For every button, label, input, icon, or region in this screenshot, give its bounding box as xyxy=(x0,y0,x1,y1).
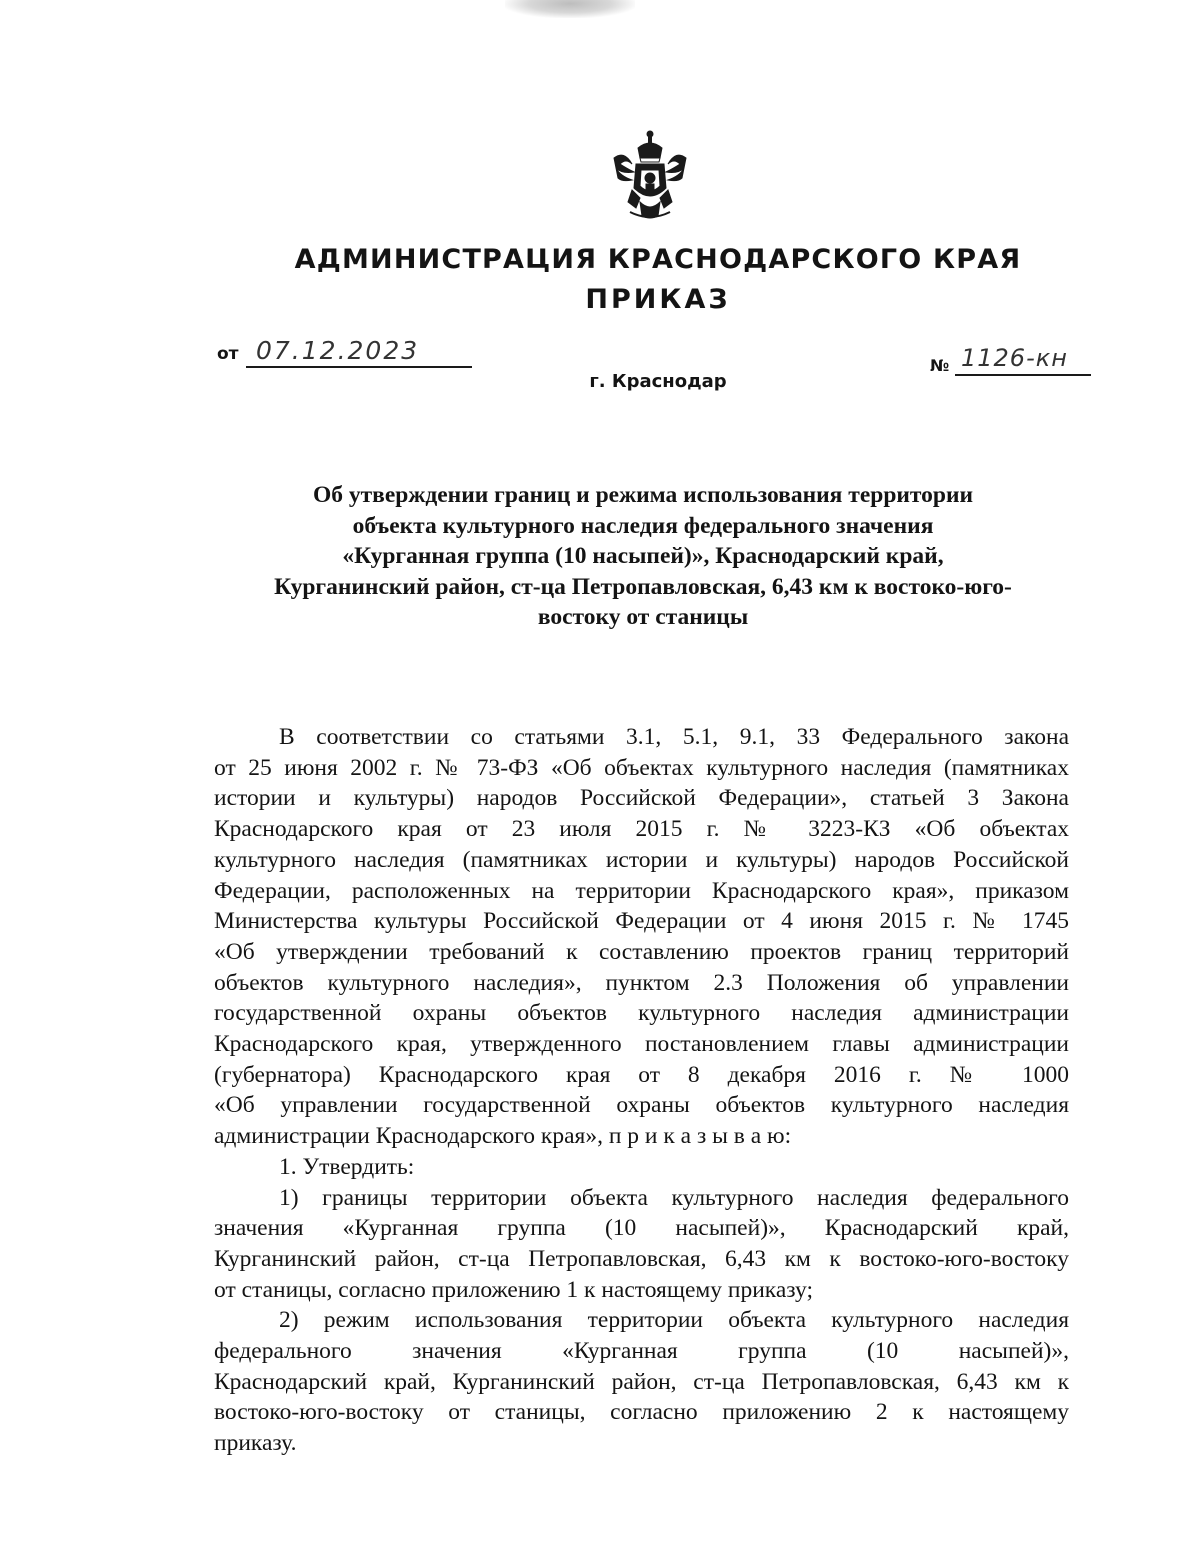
body-line: значения «Курганная группа (10 насыпей)», Краснодарский край, xyxy=(214,1215,1069,1242)
body-line: от станицы, согласно приложению 1 к настоящему приказу; xyxy=(214,1276,814,1303)
body-line: 1) границы территории объекта культурного наследия федерального xyxy=(279,1184,1069,1211)
city-line: г. Краснодар xyxy=(589,371,727,392)
title-line: Курганинский район, ст-ца Петропавловская, 6,43 км к востоко-юго- xyxy=(274,573,1012,600)
body-line: Федерации, расположенных на территории Краснодарского края», приказом xyxy=(214,877,1069,904)
body-line: Краснодарский край, Курганинский район, ст-ца Петропавловская, 6,43 км к xyxy=(214,1368,1069,1395)
document-title xyxy=(215,480,1071,633)
body-line: Министерства культуры Российской Федерации от 4 июня 2015 г. № 1745 xyxy=(214,908,1069,935)
body-line: востоко-юго-востоку от станицы, согласно приложению 2 к настоящему xyxy=(214,1399,1069,1426)
document-body xyxy=(214,722,1069,1459)
body-line: 1. Утвердить: xyxy=(279,1153,415,1180)
body-line: Краснодарского края от 23 июля 2015 г. № 3223-КЗ «Об объектах xyxy=(214,816,1069,843)
body-line: 2) режим использования территории объекта культурного наследия xyxy=(279,1307,1069,1334)
body-line: Краснодарского края, утвержденного постановлением главы администрации xyxy=(214,1031,1069,1058)
title-line: Об утверждении границ и режима использования территории xyxy=(312,482,974,508)
body-line: «Об утверждении требований к составлению проектов границ территорий xyxy=(214,938,1069,965)
body-line: истории и культуры) народов Российской Федерации», статьей 3 Закона xyxy=(214,785,1069,812)
body-line: объектов культурного наследия», пунктом 2.3 Положения об управлении xyxy=(214,969,1069,996)
body-line: федерального значения «Курганная группа (10 насыпей)», xyxy=(214,1338,1069,1365)
title-line: объекта культурного наследия федерального значения xyxy=(352,512,934,539)
title-line: «Курганная группа (10 насыпей)», Краснодарский край, xyxy=(342,543,944,569)
document-type: ПРИКАЗ xyxy=(585,284,731,315)
body-line: Курганинский район, ст-ца Петропавловская, 6,43 км к востоко-юго-востоку xyxy=(214,1245,1069,1272)
date-field: 07.12.2023 xyxy=(246,334,472,368)
body-line: приказу. xyxy=(214,1430,297,1457)
body-line: государственной охраны объектов культурного наследия администрации xyxy=(214,1000,1069,1027)
title-line: востоку от станицы xyxy=(537,604,749,630)
agency-name: АДМИНИСТРАЦИЯ КРАСНОДАРСКОГО КРАЯ xyxy=(294,244,1022,275)
coat-of-arms-icon xyxy=(610,128,690,220)
scan-smudge xyxy=(505,0,635,18)
number-field: 1126-кн xyxy=(955,340,1091,376)
body-line: администрации Краснодарского края», п р и к а з ы в а ю: xyxy=(214,1123,792,1150)
body-line: «Об управлении государственной охраны объектов культурного наследия xyxy=(214,1092,1069,1119)
body-line: В соответствии со статьями 3.1, 5.1, 9.1, 33 Федерального закона xyxy=(279,724,1069,750)
number-label: № xyxy=(930,356,950,375)
body-line: культурного наследия (памятниках истории и культуры) народов Российской xyxy=(214,846,1069,873)
body-line: от 25 июня 2002 г. № 73-ФЗ «Об объектах культурного наследия (памятниках xyxy=(214,754,1069,781)
body-line: (губернатора) Краснодарского края от 8 декабря 2016 г. № 1000 xyxy=(214,1061,1069,1088)
date-label: от xyxy=(217,344,239,364)
